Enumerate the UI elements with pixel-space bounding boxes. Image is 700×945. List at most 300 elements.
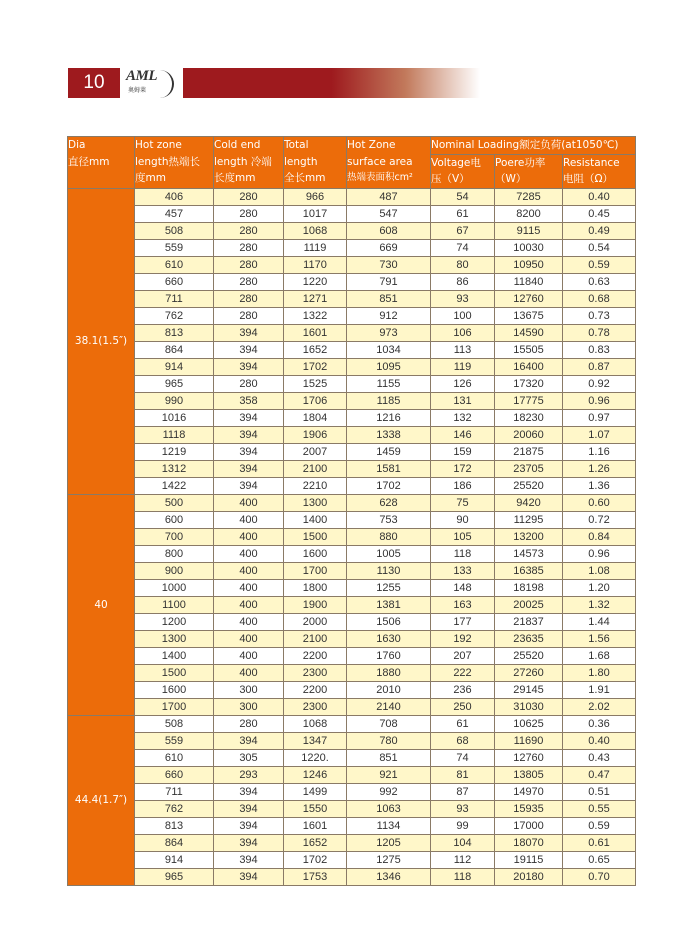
cell-resistance: 1.36 <box>563 477 636 494</box>
cell-voltage: 236 <box>431 681 495 698</box>
cell-cold-end-length: 300 <box>214 698 284 715</box>
cell-resistance: 2.02 <box>563 698 636 715</box>
table-row <box>68 426 636 443</box>
cell-total-length: 1499 <box>284 783 347 800</box>
cell-voltage: 99 <box>431 817 495 834</box>
cell-total-length: 1525 <box>284 375 347 392</box>
cell-voltage: 90 <box>431 511 495 528</box>
cell-surface-area: 2140 <box>347 698 431 715</box>
cell-power: 18230 <box>495 409 563 426</box>
table-row <box>68 477 636 494</box>
cell-total-length: 2100 <box>284 460 347 477</box>
cell-voltage: 61 <box>431 715 495 732</box>
cell-hot-zone-length: 1700 <box>135 698 214 715</box>
table-row <box>68 358 636 375</box>
cell-total-length: 1246 <box>284 766 347 783</box>
cell-cold-end-length: 358 <box>214 392 284 409</box>
header-line: Poere功率 <box>495 156 546 169</box>
table-row <box>68 528 636 545</box>
table-row <box>68 545 636 562</box>
cell-cold-end-length: 400 <box>214 511 284 528</box>
cell-cold-end-length: 394 <box>214 732 284 749</box>
cell-cold-end-length: 394 <box>214 868 284 885</box>
cell-hot-zone-length: 762 <box>135 800 214 817</box>
table-row <box>68 324 636 341</box>
cell-hot-zone-length: 813 <box>135 324 214 341</box>
cell-hot-zone-length: 1300 <box>135 630 214 647</box>
cell-total-length: 1347 <box>284 732 347 749</box>
table-row <box>68 239 636 256</box>
cell-total-length: 1706 <box>284 392 347 409</box>
cell-power: 11295 <box>495 511 563 528</box>
header-resistance <box>563 154 636 188</box>
table-row <box>68 613 636 630</box>
cell-surface-area: 1185 <box>347 392 431 409</box>
cell-voltage: 172 <box>431 460 495 477</box>
cell-power: 13805 <box>495 766 563 783</box>
cell-total-length: 2000 <box>284 613 347 630</box>
cell-power: 17775 <box>495 392 563 409</box>
cell-power: 7285 <box>495 188 563 205</box>
cell-power: 11690 <box>495 732 563 749</box>
cell-resistance: 1.26 <box>563 460 636 477</box>
cell-cold-end-length: 400 <box>214 545 284 562</box>
cell-total-length: 1017 <box>284 205 347 222</box>
cell-hot-zone-length: 1500 <box>135 664 214 681</box>
cell-voltage: 74 <box>431 239 495 256</box>
cell-resistance: 0.84 <box>563 528 636 545</box>
table-row <box>68 222 636 239</box>
header-line: Voltage电 <box>431 156 481 169</box>
cell-total-length: 1804 <box>284 409 347 426</box>
header-banner <box>183 68 480 98</box>
cell-resistance: 0.40 <box>563 188 636 205</box>
cell-power: 20060 <box>495 426 563 443</box>
cell-power: 14573 <box>495 545 563 562</box>
cell-power: 27260 <box>495 664 563 681</box>
cell-voltage: 106 <box>431 324 495 341</box>
cell-total-length: 1652 <box>284 834 347 851</box>
cell-voltage: 74 <box>431 749 495 766</box>
cell-resistance: 1.08 <box>563 562 636 579</box>
cell-surface-area: 2010 <box>347 681 431 698</box>
cell-total-length: 1906 <box>284 426 347 443</box>
cell-voltage: 186 <box>431 477 495 494</box>
cell-surface-area: 708 <box>347 715 431 732</box>
cell-hot-zone-length: 1219 <box>135 443 214 460</box>
cell-power: 17000 <box>495 817 563 834</box>
table-row <box>68 290 636 307</box>
cell-power: 8200 <box>495 205 563 222</box>
cell-resistance: 0.55 <box>563 800 636 817</box>
cell-surface-area: 1581 <box>347 460 431 477</box>
cell-voltage: 81 <box>431 766 495 783</box>
cell-surface-area: 1155 <box>347 375 431 392</box>
cell-resistance: 0.59 <box>563 256 636 273</box>
cell-surface-area: 1880 <box>347 664 431 681</box>
cell-hot-zone-length: 559 <box>135 732 214 749</box>
diameter-group-cell: 44.4(1.7″) <box>68 715 135 885</box>
header-total-length <box>284 137 347 189</box>
table-row <box>68 341 636 358</box>
table-row <box>68 273 636 290</box>
header-nominal-loading: Nominal Loading额定负荷(at1050℃) <box>431 137 636 155</box>
header-line: length热端长 <box>135 155 200 168</box>
cell-cold-end-length: 280 <box>214 375 284 392</box>
cell-voltage: 250 <box>431 698 495 715</box>
cell-hot-zone-length: 406 <box>135 188 214 205</box>
cell-power: 25520 <box>495 477 563 494</box>
cell-total-length: 1220 <box>284 273 347 290</box>
cell-cold-end-length: 394 <box>214 851 284 868</box>
cell-voltage: 104 <box>431 834 495 851</box>
cell-power: 20180 <box>495 868 563 885</box>
cell-total-length: 1220. <box>284 749 347 766</box>
header-line: 直径mm <box>68 155 110 168</box>
cell-total-length: 1550 <box>284 800 347 817</box>
cell-cold-end-length: 400 <box>214 596 284 613</box>
cell-voltage: 67 <box>431 222 495 239</box>
cell-total-length: 1170 <box>284 256 347 273</box>
cell-power: 25520 <box>495 647 563 664</box>
cell-surface-area: 973 <box>347 324 431 341</box>
cell-total-length: 1702 <box>284 358 347 375</box>
logo-arc-icon <box>158 70 174 98</box>
cell-surface-area: 1005 <box>347 545 431 562</box>
cell-voltage: 119 <box>431 358 495 375</box>
header-line: length 冷端 <box>214 155 272 168</box>
cell-power: 21837 <box>495 613 563 630</box>
cell-power: 12760 <box>495 749 563 766</box>
cell-hot-zone-length: 1000 <box>135 579 214 596</box>
cell-hot-zone-length: 600 <box>135 511 214 528</box>
cell-resistance: 0.40 <box>563 732 636 749</box>
table-row <box>68 698 636 715</box>
header-line: 全长mm <box>284 172 326 184</box>
table-row <box>68 409 636 426</box>
cell-hot-zone-length: 800 <box>135 545 214 562</box>
cell-hot-zone-length: 1100 <box>135 596 214 613</box>
cell-hot-zone-length: 610 <box>135 749 214 766</box>
header-line: 电阻（Ω） <box>563 173 614 185</box>
cell-voltage: 146 <box>431 426 495 443</box>
cell-total-length: 2300 <box>284 698 347 715</box>
cell-voltage: 86 <box>431 273 495 290</box>
header-line: 度mm <box>135 172 166 184</box>
cell-resistance: 0.61 <box>563 834 636 851</box>
cell-surface-area: 487 <box>347 188 431 205</box>
cell-total-length: 1601 <box>284 324 347 341</box>
cell-resistance: 0.70 <box>563 868 636 885</box>
cell-power: 13200 <box>495 528 563 545</box>
cell-total-length: 1800 <box>284 579 347 596</box>
cell-cold-end-length: 400 <box>214 562 284 579</box>
table-row <box>68 596 636 613</box>
cell-resistance: 0.65 <box>563 851 636 868</box>
header-line: 长度mm <box>214 172 256 184</box>
table-row <box>68 732 636 749</box>
cell-surface-area: 669 <box>347 239 431 256</box>
cell-power: 16400 <box>495 358 563 375</box>
cell-hot-zone-length: 1312 <box>135 460 214 477</box>
table-row <box>68 579 636 596</box>
cell-hot-zone-length: 559 <box>135 239 214 256</box>
cell-hot-zone-length: 457 <box>135 205 214 222</box>
cell-voltage: 113 <box>431 341 495 358</box>
cell-power: 9420 <box>495 494 563 511</box>
cell-surface-area: 1346 <box>347 868 431 885</box>
table-row <box>68 817 636 834</box>
cell-resistance: 0.87 <box>563 358 636 375</box>
header-power <box>495 154 563 188</box>
cell-hot-zone-length: 1016 <box>135 409 214 426</box>
table-row <box>68 715 636 732</box>
header-surface-area <box>347 137 431 189</box>
cell-cold-end-length: 400 <box>214 613 284 630</box>
cell-surface-area: 1338 <box>347 426 431 443</box>
cell-resistance: 0.47 <box>563 766 636 783</box>
cell-hot-zone-length: 508 <box>135 715 214 732</box>
cell-voltage: 112 <box>431 851 495 868</box>
cell-hot-zone-length: 610 <box>135 256 214 273</box>
table-body <box>68 188 636 885</box>
cell-total-length: 1400 <box>284 511 347 528</box>
cell-hot-zone-length: 1118 <box>135 426 214 443</box>
cell-resistance: 0.92 <box>563 375 636 392</box>
header-line: Total <box>284 139 309 151</box>
cell-resistance: 0.96 <box>563 545 636 562</box>
cell-surface-area: 628 <box>347 494 431 511</box>
cell-total-length: 2200 <box>284 647 347 664</box>
cell-hot-zone-length: 813 <box>135 817 214 834</box>
cell-resistance: 1.91 <box>563 681 636 698</box>
cell-power: 16385 <box>495 562 563 579</box>
table-row <box>68 834 636 851</box>
table-row <box>68 868 636 885</box>
cell-voltage: 105 <box>431 528 495 545</box>
cell-hot-zone-length: 711 <box>135 783 214 800</box>
cell-voltage: 100 <box>431 307 495 324</box>
page-number: 10 <box>68 68 120 98</box>
cell-hot-zone-length: 711 <box>135 290 214 307</box>
cell-resistance: 0.97 <box>563 409 636 426</box>
cell-power: 15505 <box>495 341 563 358</box>
table-row <box>68 664 636 681</box>
cell-power: 18070 <box>495 834 563 851</box>
cell-cold-end-length: 280 <box>214 256 284 273</box>
cell-cold-end-length: 394 <box>214 341 284 358</box>
cell-surface-area: 1459 <box>347 443 431 460</box>
cell-voltage: 133 <box>431 562 495 579</box>
table-row <box>68 392 636 409</box>
cell-total-length: 1068 <box>284 222 347 239</box>
cell-surface-area: 1205 <box>347 834 431 851</box>
cell-surface-area: 791 <box>347 273 431 290</box>
table-row <box>68 851 636 868</box>
logo-subtext: 奥姆莱 <box>128 87 147 94</box>
cell-cold-end-length: 394 <box>214 324 284 341</box>
cell-power: 10030 <box>495 239 563 256</box>
cell-surface-area: 992 <box>347 783 431 800</box>
cell-surface-area: 1255 <box>347 579 431 596</box>
cell-surface-area: 1630 <box>347 630 431 647</box>
cell-hot-zone-length: 900 <box>135 562 214 579</box>
cell-total-length: 1068 <box>284 715 347 732</box>
cell-cold-end-length: 394 <box>214 783 284 800</box>
cell-resistance: 0.49 <box>563 222 636 239</box>
cell-voltage: 163 <box>431 596 495 613</box>
cell-total-length: 1601 <box>284 817 347 834</box>
cell-voltage: 159 <box>431 443 495 460</box>
cell-total-length: 1322 <box>284 307 347 324</box>
cell-hot-zone-length: 914 <box>135 358 214 375</box>
cell-resistance: 1.20 <box>563 579 636 596</box>
cell-voltage: 177 <box>431 613 495 630</box>
cell-power: 14590 <box>495 324 563 341</box>
diameter-group-cell: 38.1(1.5″) <box>68 188 135 494</box>
header-line: Cold end <box>214 139 261 151</box>
cell-resistance: 0.43 <box>563 749 636 766</box>
cell-cold-end-length: 394 <box>214 443 284 460</box>
cell-surface-area: 1130 <box>347 562 431 579</box>
cell-total-length: 1119 <box>284 239 347 256</box>
cell-total-length: 1700 <box>284 562 347 579</box>
cell-voltage: 126 <box>431 375 495 392</box>
cell-power: 15935 <box>495 800 563 817</box>
cell-resistance: 0.59 <box>563 817 636 834</box>
cell-cold-end-length: 400 <box>214 579 284 596</box>
cell-power: 10625 <box>495 715 563 732</box>
cell-cold-end-length: 280 <box>214 222 284 239</box>
header-line: length <box>284 155 318 168</box>
cell-cold-end-length: 280 <box>214 205 284 222</box>
cell-cold-end-length: 400 <box>214 630 284 647</box>
cell-resistance: 0.78 <box>563 324 636 341</box>
cell-cold-end-length: 305 <box>214 749 284 766</box>
cell-voltage: 80 <box>431 256 495 273</box>
cell-total-length: 2210 <box>284 477 347 494</box>
aml-logo <box>124 68 180 100</box>
cell-hot-zone-length: 1200 <box>135 613 214 630</box>
cell-resistance: 0.36 <box>563 715 636 732</box>
specification-table <box>67 136 636 886</box>
cell-power: 21875 <box>495 443 563 460</box>
cell-voltage: 222 <box>431 664 495 681</box>
cell-total-length: 1900 <box>284 596 347 613</box>
cell-power: 23635 <box>495 630 563 647</box>
cell-power: 18198 <box>495 579 563 596</box>
table-row <box>68 256 636 273</box>
cell-hot-zone-length: 1400 <box>135 647 214 664</box>
cell-total-length: 1652 <box>284 341 347 358</box>
cell-voltage: 118 <box>431 868 495 885</box>
cell-hot-zone-length: 965 <box>135 868 214 885</box>
cell-hot-zone-length: 864 <box>135 834 214 851</box>
cell-power: 9115 <box>495 222 563 239</box>
cell-resistance: 0.73 <box>563 307 636 324</box>
cell-total-length: 1500 <box>284 528 347 545</box>
header-cold-end-length <box>214 137 284 189</box>
header-dia <box>68 137 135 189</box>
cell-power: 14970 <box>495 783 563 800</box>
cell-hot-zone-length: 990 <box>135 392 214 409</box>
header-line: Hot zone <box>135 139 182 151</box>
cell-surface-area: 753 <box>347 511 431 528</box>
cell-power: 10950 <box>495 256 563 273</box>
table-row <box>68 443 636 460</box>
header-line: 热端表面积cm² <box>347 172 413 183</box>
cell-surface-area: 1275 <box>347 851 431 868</box>
cell-cold-end-length: 400 <box>214 494 284 511</box>
cell-cold-end-length: 280 <box>214 188 284 205</box>
table-row <box>68 375 636 392</box>
cell-hot-zone-length: 660 <box>135 273 214 290</box>
cell-surface-area: 730 <box>347 256 431 273</box>
cell-hot-zone-length: 660 <box>135 766 214 783</box>
cell-power: 29145 <box>495 681 563 698</box>
header-line: Resistance <box>563 156 620 169</box>
cell-voltage: 68 <box>431 732 495 749</box>
cell-resistance: 1.56 <box>563 630 636 647</box>
cell-total-length: 2007 <box>284 443 347 460</box>
cell-resistance: 0.96 <box>563 392 636 409</box>
cell-cold-end-length: 394 <box>214 409 284 426</box>
cell-hot-zone-length: 864 <box>135 341 214 358</box>
cell-surface-area: 851 <box>347 290 431 307</box>
cell-hot-zone-length: 914 <box>135 851 214 868</box>
table-row <box>68 647 636 664</box>
cell-hot-zone-length: 700 <box>135 528 214 545</box>
table-row <box>68 460 636 477</box>
cell-surface-area: 912 <box>347 307 431 324</box>
cell-power: 11840 <box>495 273 563 290</box>
cell-surface-area: 1134 <box>347 817 431 834</box>
header-line: surface area <box>347 155 413 168</box>
cell-hot-zone-length: 1600 <box>135 681 214 698</box>
cell-hot-zone-length: 1422 <box>135 477 214 494</box>
table-row <box>68 630 636 647</box>
cell-cold-end-length: 394 <box>214 834 284 851</box>
cell-power: 17320 <box>495 375 563 392</box>
cell-surface-area: 921 <box>347 766 431 783</box>
cell-total-length: 1702 <box>284 851 347 868</box>
cell-surface-area: 1095 <box>347 358 431 375</box>
cell-resistance: 0.83 <box>563 341 636 358</box>
cell-resistance: 1.16 <box>563 443 636 460</box>
cell-surface-area: 608 <box>347 222 431 239</box>
cell-resistance: 1.07 <box>563 426 636 443</box>
cell-hot-zone-length: 500 <box>135 494 214 511</box>
cell-voltage: 87 <box>431 783 495 800</box>
table-row <box>68 766 636 783</box>
header-line: Dia <box>68 139 86 151</box>
cell-voltage: 93 <box>431 290 495 307</box>
cell-cold-end-length: 394 <box>214 358 284 375</box>
cell-cold-end-length: 280 <box>214 239 284 256</box>
cell-total-length: 1271 <box>284 290 347 307</box>
cell-resistance: 1.80 <box>563 664 636 681</box>
cell-hot-zone-length: 965 <box>135 375 214 392</box>
cell-total-length: 1753 <box>284 868 347 885</box>
table-row <box>68 307 636 324</box>
header-line: （W） <box>495 173 527 185</box>
cell-surface-area: 880 <box>347 528 431 545</box>
cell-surface-area: 1381 <box>347 596 431 613</box>
table-row <box>68 681 636 698</box>
cell-cold-end-length: 394 <box>214 800 284 817</box>
cell-cold-end-length: 400 <box>214 664 284 681</box>
table-row <box>68 749 636 766</box>
